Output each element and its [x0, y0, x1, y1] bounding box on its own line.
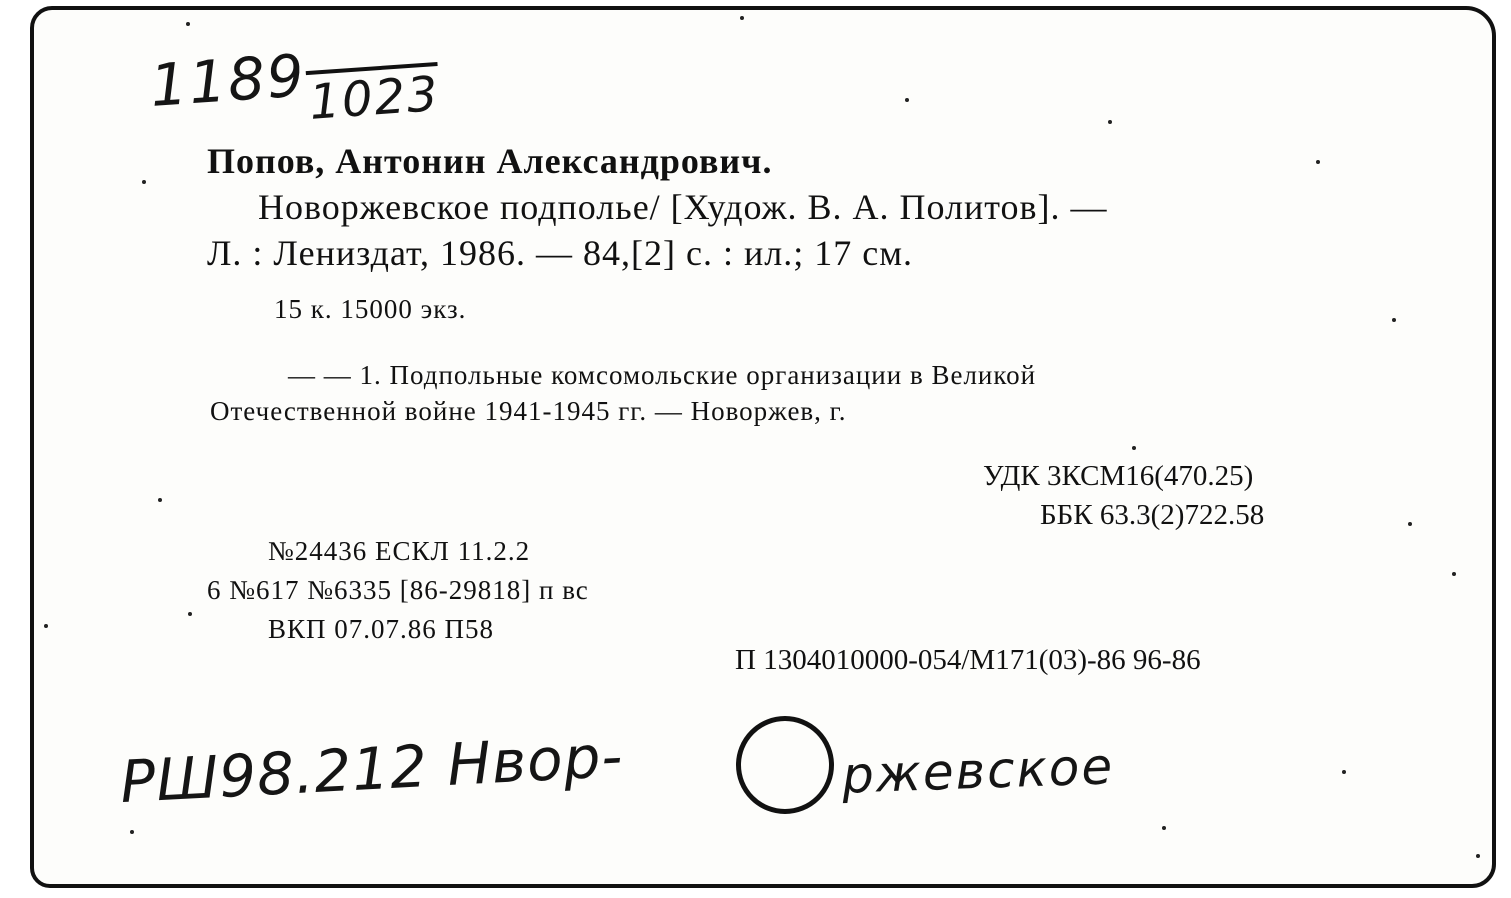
subject-heading-line-2: Отечественной войне 1941-1945 гг. — Новоржев, г.	[210, 396, 847, 426]
speck	[740, 16, 744, 20]
speck	[905, 98, 909, 102]
speck	[158, 498, 162, 502]
call-number-sub: 1023	[305, 62, 441, 131]
title-statement: Новоржевское подполье/ [Худож. В. А. Политов]. —	[258, 187, 1108, 227]
speck	[188, 612, 192, 616]
speck	[1392, 318, 1396, 322]
speck	[1476, 854, 1480, 858]
speck	[1132, 446, 1136, 450]
speck	[1408, 522, 1412, 526]
price-and-print-run: 15 к. 15000 экз.	[274, 294, 467, 324]
speck	[1452, 572, 1456, 576]
author-heading: Попов, Антонин Александрович.	[207, 141, 773, 181]
registration-line-1: №24436 ЕСКЛ 11.2.2	[268, 536, 531, 566]
speck	[130, 830, 134, 834]
publisher-index: П 1304010000-054/М171(03)-86 96-86	[735, 644, 1201, 676]
bbk-classification: ББК 63.3(2)722.58	[1040, 499, 1265, 531]
speck	[1108, 120, 1112, 124]
subject-heading-line-1: — — 1. Подпольные комсомольские организации в Великой	[288, 360, 1037, 390]
registration-line-2: 6 №617 №6335 [86-29818] п вс	[207, 575, 589, 605]
place-note: ржевское	[841, 737, 1115, 805]
udk-classification: УДК 3КСМ16(470.25)	[983, 460, 1254, 492]
call-number-main: 1189	[147, 41, 308, 120]
speck	[186, 22, 190, 26]
registration-line-3: ВКП 07.07.86 П58	[268, 614, 495, 644]
circle-mark	[736, 716, 834, 814]
speck	[1342, 770, 1346, 774]
speck	[1162, 826, 1166, 830]
imprint-statement: Л. : Лениздат, 1986. — 84,[2] с. : ил.; 17 см.	[207, 233, 914, 273]
shelf-mark: РШ98.212 Нвор-	[118, 721, 625, 817]
speck	[142, 180, 146, 184]
speck	[1316, 160, 1320, 164]
speck	[44, 624, 48, 628]
